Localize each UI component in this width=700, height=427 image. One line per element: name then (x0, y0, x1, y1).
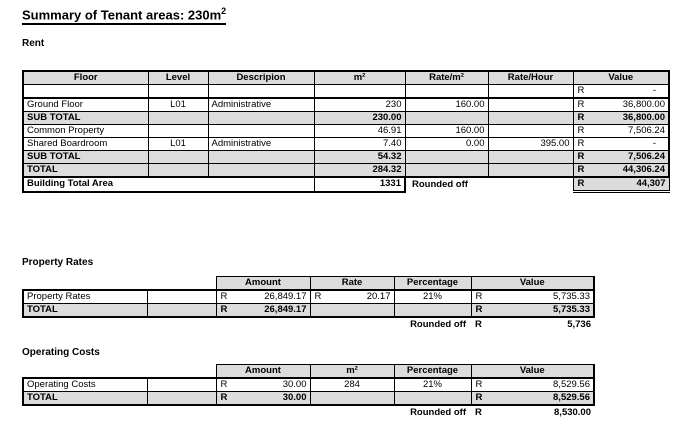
property-rates-total-row (23, 304, 594, 318)
page-title-text: Summary of Tenant areas: 230m (22, 7, 222, 23)
label-cell: Operating Costs (23, 378, 147, 392)
amount-value: 30.00 (282, 379, 307, 390)
rent-row-empty (23, 85, 669, 99)
description-cell: Administrative (208, 138, 314, 151)
label-cell: TOTAL (23, 164, 148, 178)
rate-cell: 160.00 (405, 125, 488, 138)
currency-symbol: R (577, 85, 585, 96)
currency-symbol: R (314, 291, 322, 302)
rent-header-value: Value (573, 71, 669, 85)
rent-row-building-total (23, 177, 669, 192)
value-cell (573, 151, 669, 164)
currency-symbol: R (577, 151, 585, 162)
level-cell: L01 (148, 138, 208, 151)
cell (23, 365, 147, 379)
m2-cell: 46.91 (314, 125, 405, 138)
operating-costs-total-row (23, 392, 594, 406)
operating-costs-footer-row (23, 405, 594, 420)
cell (405, 164, 488, 178)
currency-symbol: R (577, 99, 585, 110)
amount-cell (216, 392, 310, 406)
cell (147, 392, 216, 406)
cell (405, 112, 488, 125)
pr-header-percentage: Percentage (394, 277, 471, 291)
cell (405, 85, 488, 99)
property-rates-header-row (23, 277, 594, 291)
m2-cell: 284 (310, 378, 394, 392)
property-rates-footer-row (23, 317, 594, 332)
cell (314, 85, 405, 99)
currency-symbol: R (475, 319, 482, 330)
cell (148, 164, 208, 178)
percentage-cell: 21% (394, 290, 471, 304)
description-cell (208, 125, 314, 138)
cell (208, 164, 314, 178)
value-cell (573, 112, 669, 125)
value-amount: 44,306.24 (622, 164, 665, 175)
cell (488, 164, 573, 178)
floor-cell: Common Property (23, 125, 148, 138)
value-amount: 8,529.56 (553, 379, 590, 390)
value-cell (573, 138, 669, 151)
rent-header-rate-m2: Rate/m² (405, 71, 488, 85)
value-cell (573, 98, 669, 112)
value-amount: - (652, 138, 656, 149)
building-total-label: Building Total Area (23, 177, 314, 192)
floor-cell: Ground Floor (23, 98, 148, 112)
currency-symbol: R (220, 379, 228, 390)
cell (208, 151, 314, 164)
rent-row-common-property (23, 125, 669, 138)
rent-header-rate-hour: Rate/Hour (488, 71, 573, 85)
rounded-off-value (471, 317, 594, 332)
floor-cell: Shared Boardroom (23, 138, 148, 151)
rent-header-m2: m² (314, 71, 405, 85)
rent-header-description: Descripion (208, 71, 314, 85)
amount-cell (216, 304, 310, 318)
percentage-cell (394, 392, 471, 406)
oc-header-amount: Amount (216, 365, 310, 379)
m2-cell: 284.32 (314, 164, 405, 178)
rent-row-subtotal-1 (23, 112, 669, 125)
pr-header-amount: Amount (216, 277, 310, 291)
property-rates-table (22, 276, 595, 332)
value-amount: 5,735.33 (553, 304, 590, 315)
amount-value: 26,849.17 (264, 291, 307, 302)
rounded-off-label: Rounded off (405, 177, 573, 192)
value-amount: 8,529.56 (553, 392, 590, 403)
oc-header-m2: m² (310, 365, 394, 379)
cell (488, 85, 573, 99)
section-label-property-rates: Property Rates (22, 257, 94, 268)
rate-value: 20.17 (366, 291, 391, 302)
rent-row-total (23, 164, 669, 178)
value-amount: 7,506.24 (628, 151, 665, 162)
currency-symbol: R (220, 291, 228, 302)
value-amount: 5,735.33 (553, 291, 590, 302)
rent-header-row (23, 71, 669, 85)
operating-costs-row (23, 378, 594, 392)
label-cell: SUB TOTAL (23, 112, 148, 125)
section-label-rent: Rent (22, 38, 45, 49)
page-title (22, 6, 226, 25)
label-cell: TOTAL (23, 304, 147, 318)
value-cell (471, 290, 594, 304)
rounded-off-value (471, 405, 594, 420)
rent-row-subtotal-2 (23, 151, 669, 164)
cell (488, 151, 573, 164)
currency-symbol: R (577, 164, 585, 175)
cell (23, 277, 147, 291)
pr-header-value: Value (471, 277, 594, 291)
rate-cell: 0.00 (405, 138, 488, 151)
rate-cell: 160.00 (405, 98, 488, 112)
rent-row-ground-floor (23, 98, 669, 112)
label-cell: Property Rates (23, 290, 147, 304)
percentage-cell: 21% (394, 378, 471, 392)
pr-header-rate: Rate (310, 277, 394, 291)
currency-symbol: R (220, 304, 228, 315)
cell (147, 304, 216, 318)
m2-cell: 230 (314, 98, 405, 112)
rounded-off-label: Rounded off (410, 407, 466, 418)
value-cell (573, 164, 669, 178)
page-title-superscript: 2 (221, 6, 227, 16)
amount-value: 30.00 (282, 392, 307, 403)
currency-symbol: R (475, 304, 483, 315)
cell (147, 277, 216, 291)
level-cell: L01 (148, 98, 208, 112)
description-cell: Administrative (208, 98, 314, 112)
building-total-m2: 1331 (314, 177, 405, 192)
rent-row-shared-boardroom (23, 138, 669, 151)
amount-value: 26,849.17 (264, 304, 307, 315)
currency-symbol: R (577, 112, 585, 123)
rate-hour-cell (488, 98, 573, 112)
cell (405, 151, 488, 164)
rate-cell (310, 290, 394, 304)
rounded-off-value (573, 177, 669, 192)
rent-table (22, 70, 670, 193)
rent-header-level: Level (148, 71, 208, 85)
cell (147, 365, 216, 379)
m2-cell: 7.40 (314, 138, 405, 151)
value-amount: 36,800.00 (622, 99, 665, 110)
cell (23, 85, 148, 99)
rounded-off-label: Rounded off (410, 319, 466, 330)
property-rates-row (23, 290, 594, 304)
m2-cell: 54.32 (314, 151, 405, 164)
value-amount: 8,530.00 (554, 407, 591, 418)
cell (148, 112, 208, 125)
value-cell (573, 85, 669, 99)
rate-hour-cell (488, 125, 573, 138)
m2-cell (310, 392, 394, 406)
value-cell (471, 392, 594, 406)
cell (208, 112, 314, 125)
currency-symbol: R (475, 291, 483, 302)
currency-symbol: R (475, 392, 483, 403)
rent-header-floor: Floor (23, 71, 148, 85)
cell (147, 378, 216, 392)
m2-cell: 230.00 (314, 112, 405, 125)
section-label-operating-costs: Operating Costs (22, 347, 100, 358)
rate-cell (310, 304, 394, 318)
value-amount: 5,736 (567, 319, 591, 330)
oc-header-value: Value (471, 365, 594, 379)
level-cell (148, 125, 208, 138)
value-amount: 36,800.00 (622, 112, 665, 123)
cell (208, 85, 314, 99)
label-cell: SUB TOTAL (23, 151, 148, 164)
currency-symbol: R (577, 125, 585, 136)
cell (148, 85, 208, 99)
value-amount: 7,506.24 (628, 125, 665, 136)
operating-costs-table (22, 364, 595, 420)
value-cell (471, 304, 594, 318)
value-cell (471, 378, 594, 392)
oc-header-percentage: Percentage (394, 365, 471, 379)
rate-hour-cell: 395.00 (488, 138, 573, 151)
currency-symbol: R (220, 392, 228, 403)
amount-cell (216, 290, 310, 304)
currency-symbol: R (577, 138, 585, 149)
label-cell: TOTAL (23, 392, 147, 406)
percentage-cell (394, 304, 471, 318)
amount-cell (216, 378, 310, 392)
value-amount: 44,307 (636, 178, 666, 189)
value-amount: - (652, 85, 656, 96)
cell (488, 112, 573, 125)
currency-symbol: R (475, 407, 482, 418)
value-cell (573, 125, 669, 138)
operating-costs-header-row (23, 365, 594, 379)
currency-symbol: R (475, 379, 483, 390)
currency-symbol: R (577, 178, 585, 189)
cell (148, 151, 208, 164)
cell (147, 290, 216, 304)
